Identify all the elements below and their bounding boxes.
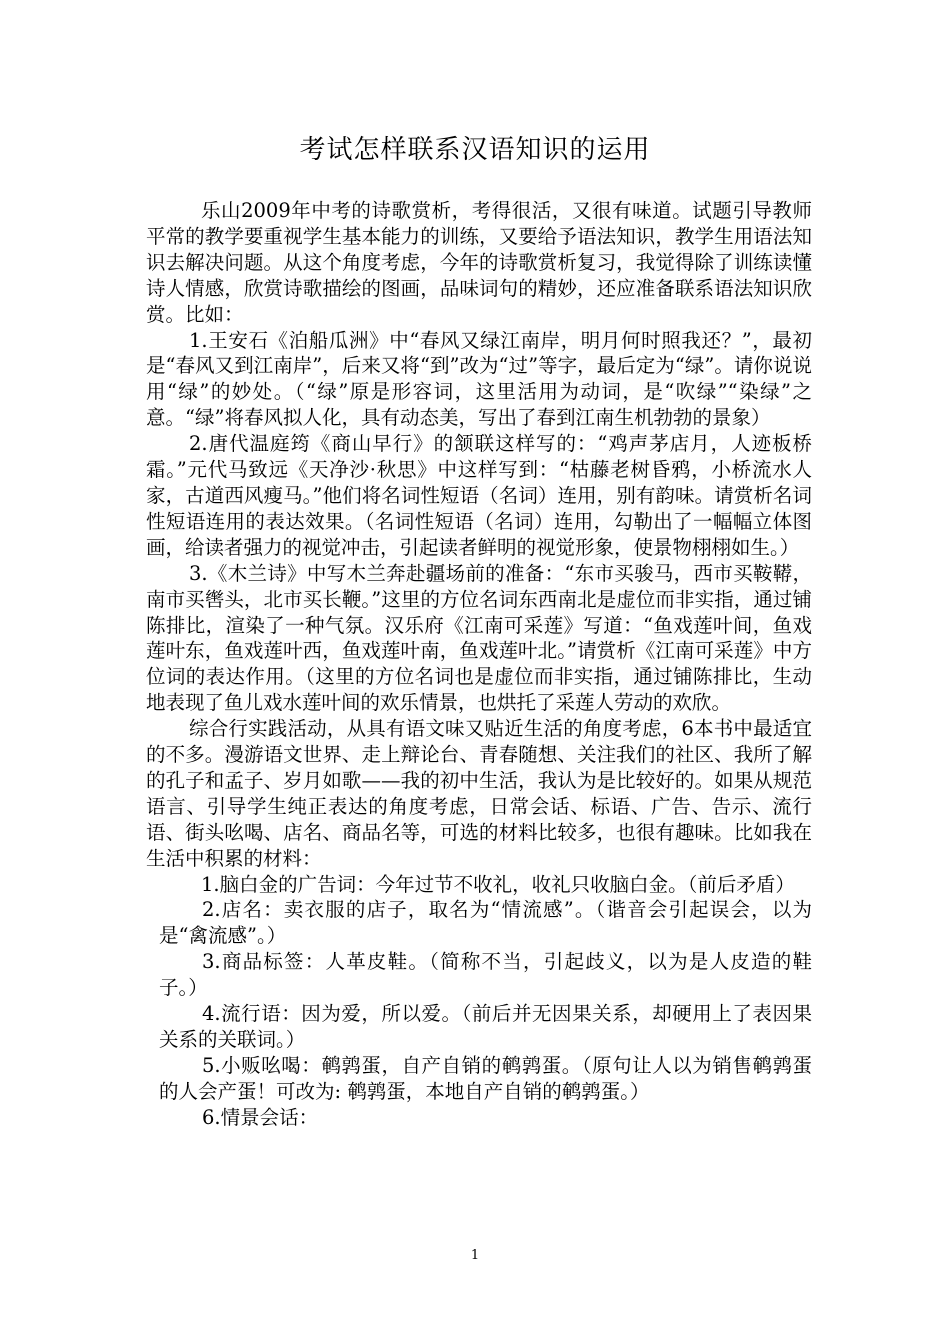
list-item-material-5: 5.小贩吆喝：鹌鹑蛋，自产自销的鹌鹑蛋。（原句让人以为销售鹌鹑蛋的人会产蛋！可改为: 鹌鹑蛋，本地自产自销的鹌鹑蛋。） bbox=[159, 1053, 812, 1103]
list-item-material-2: 2.店名：卖衣服的店子，取名为“情流感”。（谐音会引起误会，以为是“禽流感”。） bbox=[159, 898, 812, 948]
paragraph-example-1: 1.王安石《泊船瓜洲》中“春风又绿江南岸，明月何时照我还？”，最初是“春风又到江南岸”，后来又将“到”改为“过”等字，最后定为“绿”。请你说说用“绿”的妙处。（“绿”原是形容词，这里活用为动词，是“吹绿”“染绿”之意。“绿”将春风拟人化，具有动态美，写出了春到江南生机勃勃的景象） bbox=[146, 328, 812, 430]
list-item-material-6: 6.情景会话： bbox=[202, 1105, 319, 1129]
list-item-material-4: 4.流行语：因为爱，所以爱。（前后并无因果关系，却硬用上了表因果关系的关联词。） bbox=[159, 1002, 812, 1051]
paragraph-example-2: 2.唐代温庭筠《商山早行》的颔联这样写的：“鸡声茅店月，人迹板桥霜。”元代马致远《天净沙·秋思》中这样写到：“枯藤老树昏鸦，小桥流水人家，古道西风瘦马。”他们将名词性短语（名词）连用，别有韵味。请赏析名词性短语连用的表达效果。（名词性短语（名词）连用，勾勒出了一幅幅立体图画，给读者强力的视觉冲击，引起读者鲜明的视觉形象，使景物栩栩如生。） bbox=[146, 432, 812, 559]
document-title: 考试怎样联系汉语知识的运用 bbox=[299, 135, 651, 165]
paragraph-intro: 乐山2009年中考的诗歌赏析，考得很活，又很有味道。试题引导教师平常的教学要重视学生基本能力的训练，又要给予语法知识，教学生用语法知识去解决问题。从这个角度考虑，今年的诗歌赏析复习，我觉得除了训练读懂诗人情感，欣赏诗歌描绘的图画，品味词句的精妙，还应准备联系语法知识欣赏。比如： bbox=[146, 199, 812, 326]
paragraph-example-3: 3.《木兰诗》中写木兰奔赴疆场前的准备：“东市买骏马，西市买鞍鞯，南市买辔头，北市买长鞭。”这里的方位名词东西南北是虚位而非实指，通过铺陈排比，渲染了一种气氛。汉乐府《江南可采莲》写道：“鱼戏莲叶间，鱼戏莲叶东，鱼戏莲叶西，鱼戏莲叶南，鱼戏莲叶北。”请赏析《江南可采莲》中方位词的表达作用。（这里的方位名词也是虚位而非实指，通过铺陈排比，生动地表现了鱼儿戏水莲叶间的欢乐情景，也烘托了采莲人劳动的欢欣。 bbox=[146, 561, 812, 715]
list-item-material-3: 3.商品标签：人革皮鞋。（简称不当，引起歧义，以为是人皮造的鞋子。） bbox=[159, 950, 812, 1000]
paragraph-practice: 综合行实践活动，从具有语文味又贴近生活的角度考虑，6本书中最适宜的不多。漫游语文世界、走上辩论台、青春随想、关注我们的社区、我所了解的孔子和孟子、岁月如歌——我的初中生活，我认为是比较好的。如果从规范语言、引导学生纯正表达的角度考虑，日常会话、标语、广告、告示、流行语、街头吆喝、店名、商品名等，可选的材料比较多，也很有趣味。比如我在生活中积累的材料： bbox=[146, 717, 812, 870]
page-number: 1 bbox=[470, 1248, 480, 1263]
list-item-material-1: 1.脑白金的广告词：今年过节不收礼，收礼只收脑白金。（前后矛盾） bbox=[201, 872, 795, 896]
document-body bbox=[146, 198, 812, 1131]
